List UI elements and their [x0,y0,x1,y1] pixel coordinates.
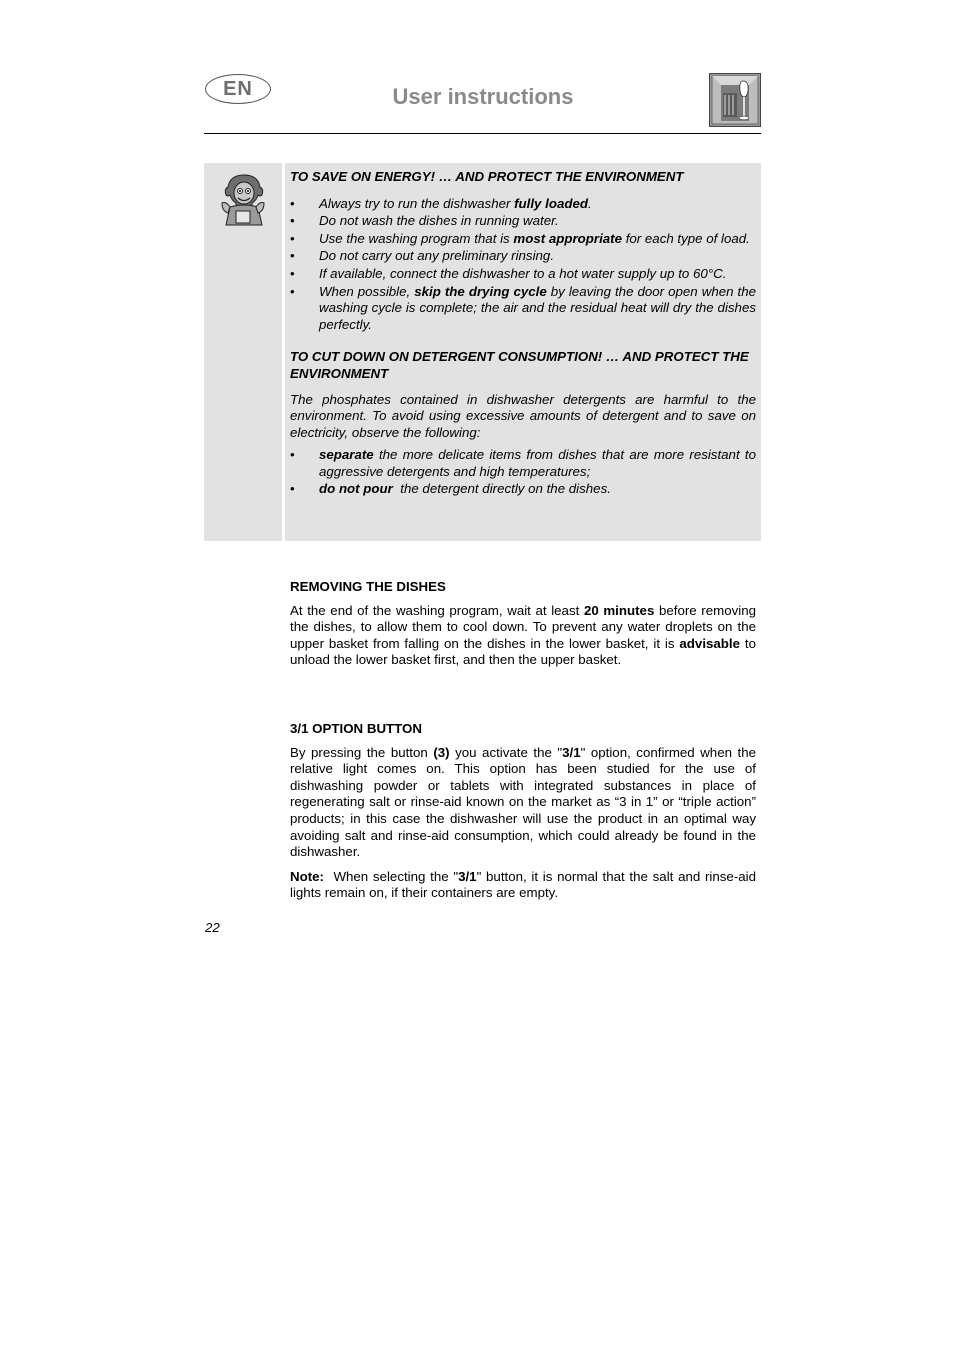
page-number: 22 [205,920,220,935]
list-item: • Use the washing program that is most appropriate for each type of load. [290,231,756,248]
dishwasher-icon [709,73,761,127]
list-item: • Do not wash the dishes in running water. [290,213,756,230]
detergent-tips-list [290,447,756,497]
eco-heading-detergent: TO CUT DOWN ON DETERGENT CONSUMPTION! … AND PROTECT THE ENVIRONMENT [290,349,749,381]
note-label: Note: [290,868,324,884]
option-note: Note: When selecting the "3/1" button, it is normal that the salt and rinse-aid lights remain on, if their containers are empty. [290,868,756,901]
eco-content [285,163,761,541]
list-item: • do not pour the detergent directly on the dishes. [290,481,756,498]
list-item: • Always try to run the dishwasher fully loaded. [290,196,756,213]
eco-tips-box [204,163,761,541]
mascot-icon [218,173,268,229]
removing-section [290,579,756,669]
list-item: • When possible, skip the drying cycle by leaving the door open when the washing cycle is complete; the air and the residual heat will dry the dishes perfectly. [290,284,756,334]
removing-heading: REMOVING THE DISHES [290,579,446,594]
removing-paragraph: At the end of the washing program, wait at least 20 minutes before removing the dishes, to allow them to cool down. To prevent any water droplets on the upper basket from falling on the dishes in the lower basket, it is advisable to unload the lower basket first, and then the upper basket. [290,602,756,668]
option-paragraph: By pressing the button (3) you activate the "3/1" option, confirmed when the relative light comes on. This option has been studied for the use of dishwashing powder or tablets with integrated substances in place of regenerating salt or rinse-aid known on the market as “3 in 1” or “triple action” products; in this case the dishwasher will use the product in an optimal way avoiding salt and rinse-aid consumption, which could already be found in the dishwasher. [290,744,756,860]
list-item: • separate the more delicate items from dishes that are more resistant to aggressive detergents and high temperatures; [290,447,756,480]
energy-tips-list [290,196,756,334]
header-divider [204,133,761,134]
eco-paragraph: The phosphates contained in dishwasher detergents are harmful to the environment. To avoid using excessive amounts of detergent and to save on electricity, observe the following: [290,391,756,440]
option-section [290,721,756,902]
eco-sidebar [204,163,282,541]
option-heading: 3/1 OPTION BUTTON [290,721,423,736]
list-item: • If available, connect the dishwasher to a hot water supply up to 60°C. [290,266,756,283]
list-item: • Do not carry out any preliminary rinsing. [290,248,756,265]
page-title: User instructions [392,84,574,109]
language-code: EN [223,77,253,100]
eco-heading-energy: TO SAVE ON ENERGY! … AND PROTECT THE ENVIRONMENT [290,169,684,184]
